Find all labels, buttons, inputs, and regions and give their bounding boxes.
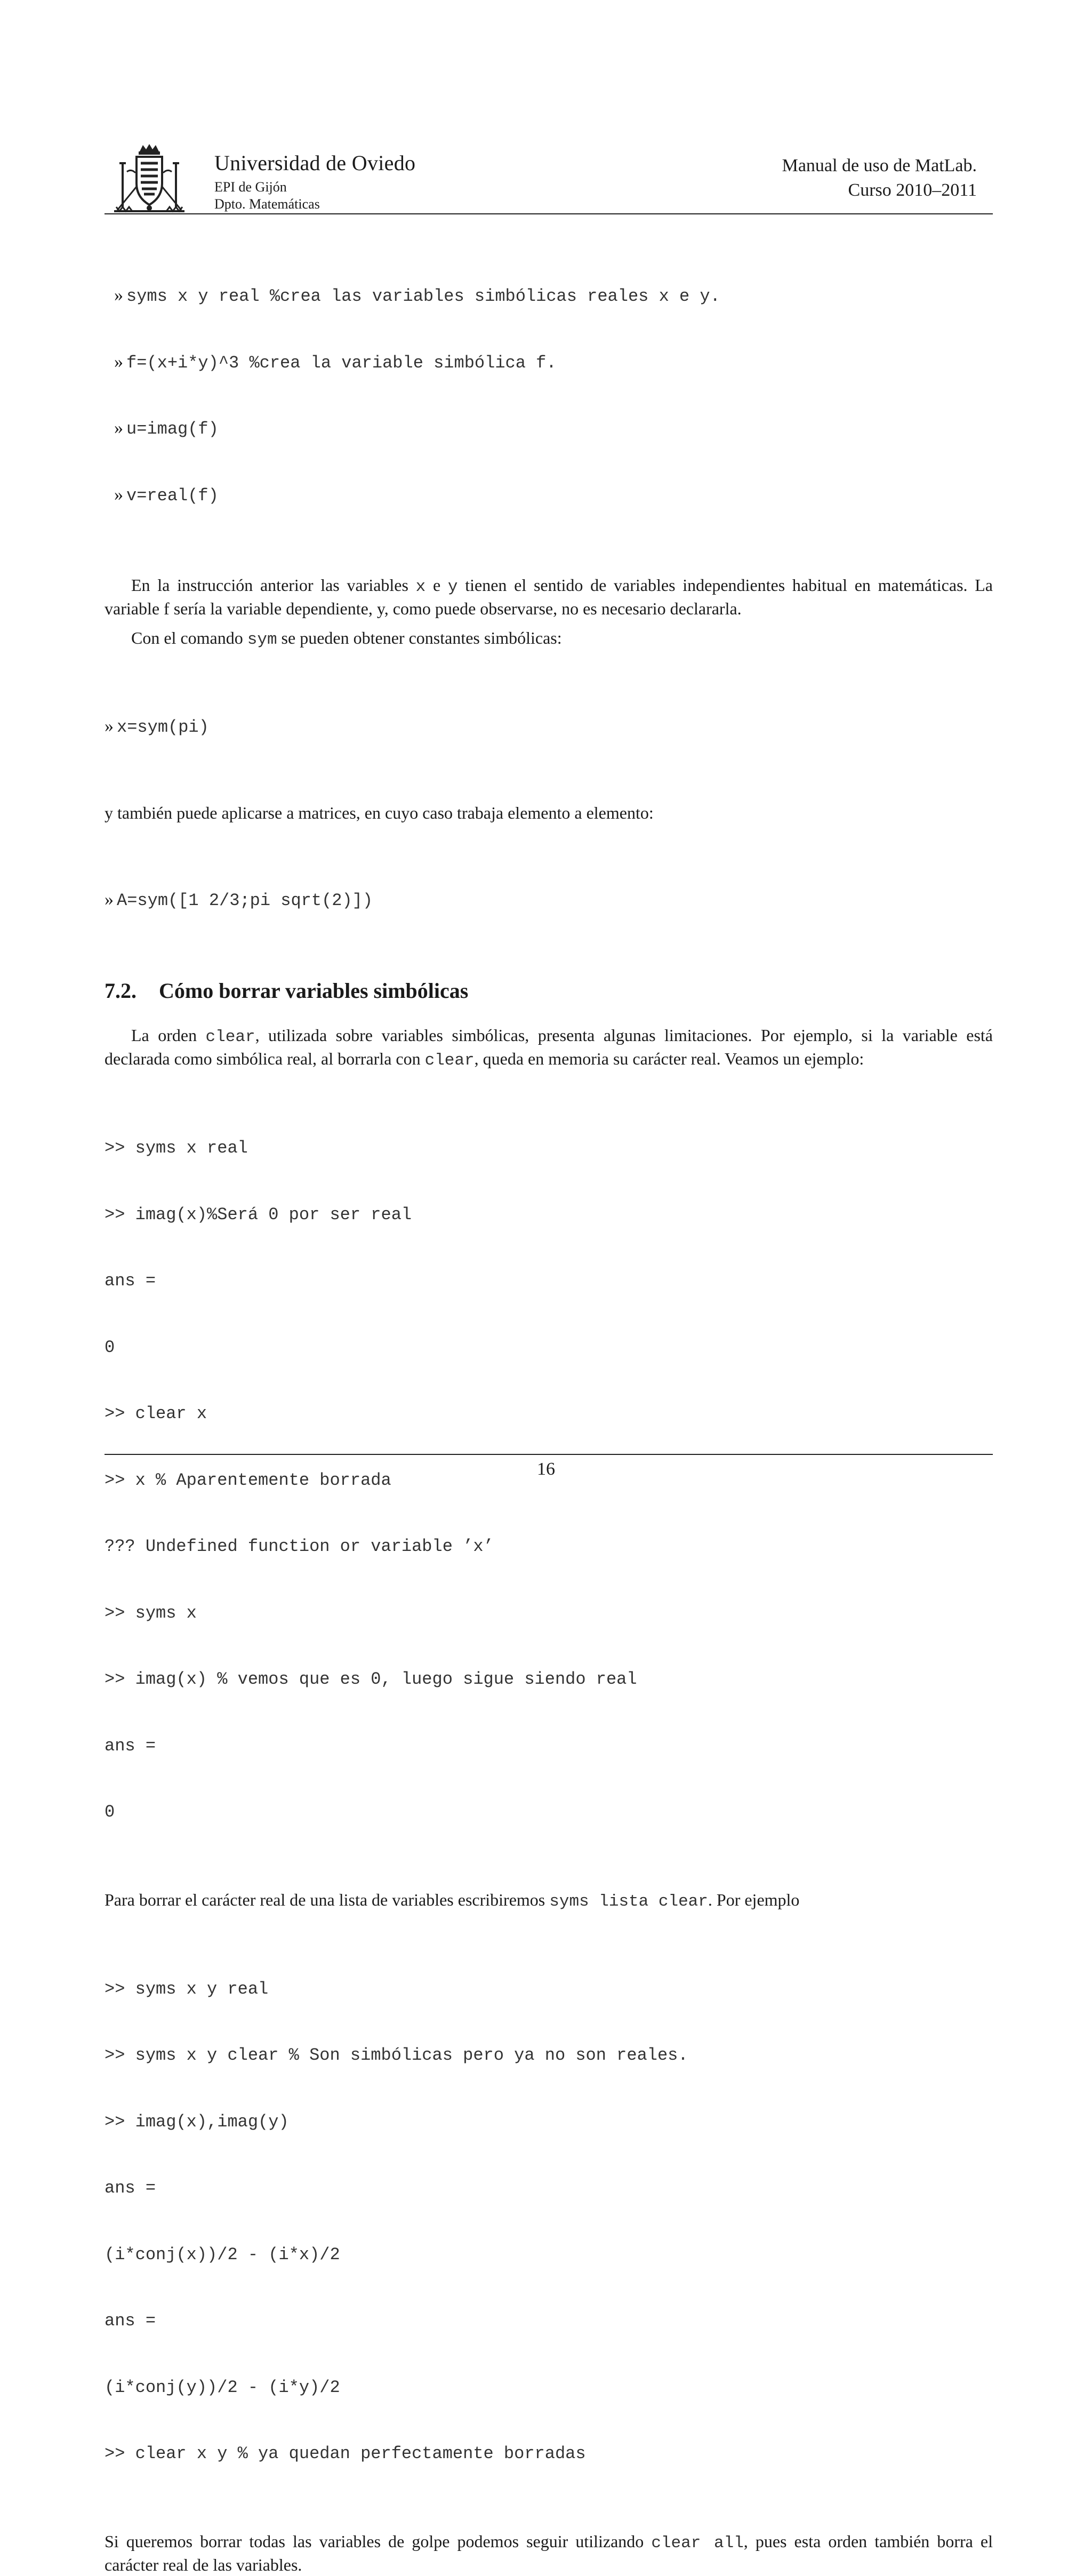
code-text: x=sym(pi) (117, 717, 209, 737)
course-label: Curso 2010–2011 (848, 180, 977, 200)
code-block-clear-example (105, 1093, 993, 1868)
code-line: >> syms x y clear % Son simbólicas pero ya no son reales. (105, 2045, 688, 2065)
paragraph-independent-vars (105, 574, 993, 620)
code-text: u=imag(f) (126, 419, 219, 439)
paragraph-text: La orden (131, 1026, 206, 1045)
paragraph-text: e (425, 575, 448, 595)
school-name: EPI de Gijón (214, 179, 287, 195)
inline-code: sym (247, 630, 277, 649)
page-content (105, 240, 993, 2576)
prompt-marker: » (114, 351, 123, 372)
code-line: >> syms x y real (105, 1979, 269, 1999)
prompt-marker: » (114, 484, 123, 505)
code-line: >> syms x real (105, 1138, 248, 1158)
inline-code: clear (424, 1051, 475, 1070)
code-line: (i*conj(x))/2 - (i*x)/2 (105, 2244, 340, 2265)
section-heading (105, 978, 993, 1003)
paragraph-text: , utilizada sobre variables simbólicas, presenta algunas limitaciones. Por ejemplo, si la variable está declarada como simbólica real, al borrarla con (105, 1026, 993, 1068)
paragraph-text: Si queremos borrar todas las variables de golpe podemos seguir utilizando (105, 2531, 652, 2551)
page-header (105, 138, 993, 213)
paragraph-text: , queda en memoria su carácter real. Veamos un ejemplo: (474, 1049, 864, 1068)
code-block-sym-pi (105, 671, 993, 782)
code-line: (i*conj(y))/2 - (i*y)/2 (105, 2377, 340, 2397)
code-line: 0 (105, 1802, 115, 1822)
prompt-marker: » (114, 418, 123, 438)
code-block-symbolic-vars (105, 240, 993, 550)
code-text: v=real(f) (126, 485, 219, 506)
page-number: 16 (537, 1459, 555, 1479)
paragraph-syms-clear (105, 1889, 993, 1913)
paragraph-sym-command (105, 627, 993, 651)
paragraph-text: , pues esta orden también borra el carácter real de las variables. (105, 2531, 993, 2574)
header-divider (105, 213, 993, 214)
paragraph-clear-all (105, 2531, 993, 2576)
paragraph-text: tienen el sentido de variables independientes habitual en matemáticas. La variable f sería la variable dependiente, y, como puede observarse, no es necesario declararla. (105, 575, 993, 618)
code-line: ans = (105, 2178, 156, 2198)
manual-info (782, 154, 977, 203)
code-text: f=(x+i*y)^3 %crea la variable simbólica f. (126, 353, 557, 373)
code-line: >> x % Aparentemente borrada (105, 1470, 391, 1490)
code-text: A=sym([1 2/3;pi sqrt(2)]) (117, 890, 373, 910)
code-block-sym-matrix (105, 844, 993, 955)
code-line (114, 484, 993, 506)
paragraph-matrices: y también puede aplicarse a matrices, en cuyo caso trabaja elemento a elemento: (105, 803, 654, 822)
prompt-marker: » (105, 716, 114, 736)
code-line (114, 417, 993, 439)
prompt-marker: » (114, 285, 123, 305)
code-line: >> syms x (105, 1603, 197, 1623)
code-line: >> imag(x)%Será 0 por ser real (105, 1204, 412, 1225)
code-line: ans = (105, 1735, 156, 1756)
code-line: >> clear x y % ya quedan perfectamente borradas (105, 2444, 586, 2463)
paragraph-text: . Por ejemplo (708, 1890, 800, 1909)
inline-code: clear all (651, 2533, 744, 2553)
department-name: Dpto. Matemáticas (214, 196, 320, 212)
code-line: ??? Undefined function or variable ’x’ (105, 1537, 494, 1556)
code-line: >> clear x (105, 1404, 207, 1423)
paragraph-text: Para borrar el carácter real de una lista de variables escribiremos (105, 1890, 550, 1909)
footer-divider (105, 1454, 993, 1455)
code-text: syms x y real %crea las variables simbólicas reales x e y. (126, 286, 720, 306)
code-line: 0 (105, 1337, 115, 1357)
inline-code: clear (205, 1028, 255, 1046)
paragraph-text: En la instrucción anterior las variables (131, 575, 416, 595)
code-block-syms-clear-example (105, 1934, 993, 2509)
manual-title: Manual de uso de MatLab. (782, 156, 977, 175)
prompt-marker: » (105, 889, 114, 909)
code-line (105, 715, 993, 738)
code-line: >> imag(x) % vemos que es 0, luego sigue siendo real (105, 1669, 637, 1689)
code-line: >> imag(x),imag(y) (105, 2111, 289, 2132)
paragraph-clear-limitations (105, 1025, 993, 1071)
inline-code: y (447, 578, 458, 596)
paragraph-text: se pueden obtener constantes simbólicas: (277, 628, 562, 647)
code-line (114, 351, 993, 373)
code-line: ans = (105, 2311, 156, 2331)
section-number: 7.2. (105, 979, 136, 1003)
code-line (114, 284, 993, 307)
university-name: Universidad de Oviedo (214, 151, 416, 175)
inline-code: syms lista clear (549, 1892, 708, 1911)
university-crest-icon (112, 142, 187, 217)
code-line: ans = (105, 1271, 156, 1291)
section-title: Cómo borrar variables simbólicas (159, 979, 469, 1003)
code-line (105, 889, 993, 911)
paragraph-text: Con el comando (131, 628, 247, 647)
inline-code: x (415, 578, 426, 596)
